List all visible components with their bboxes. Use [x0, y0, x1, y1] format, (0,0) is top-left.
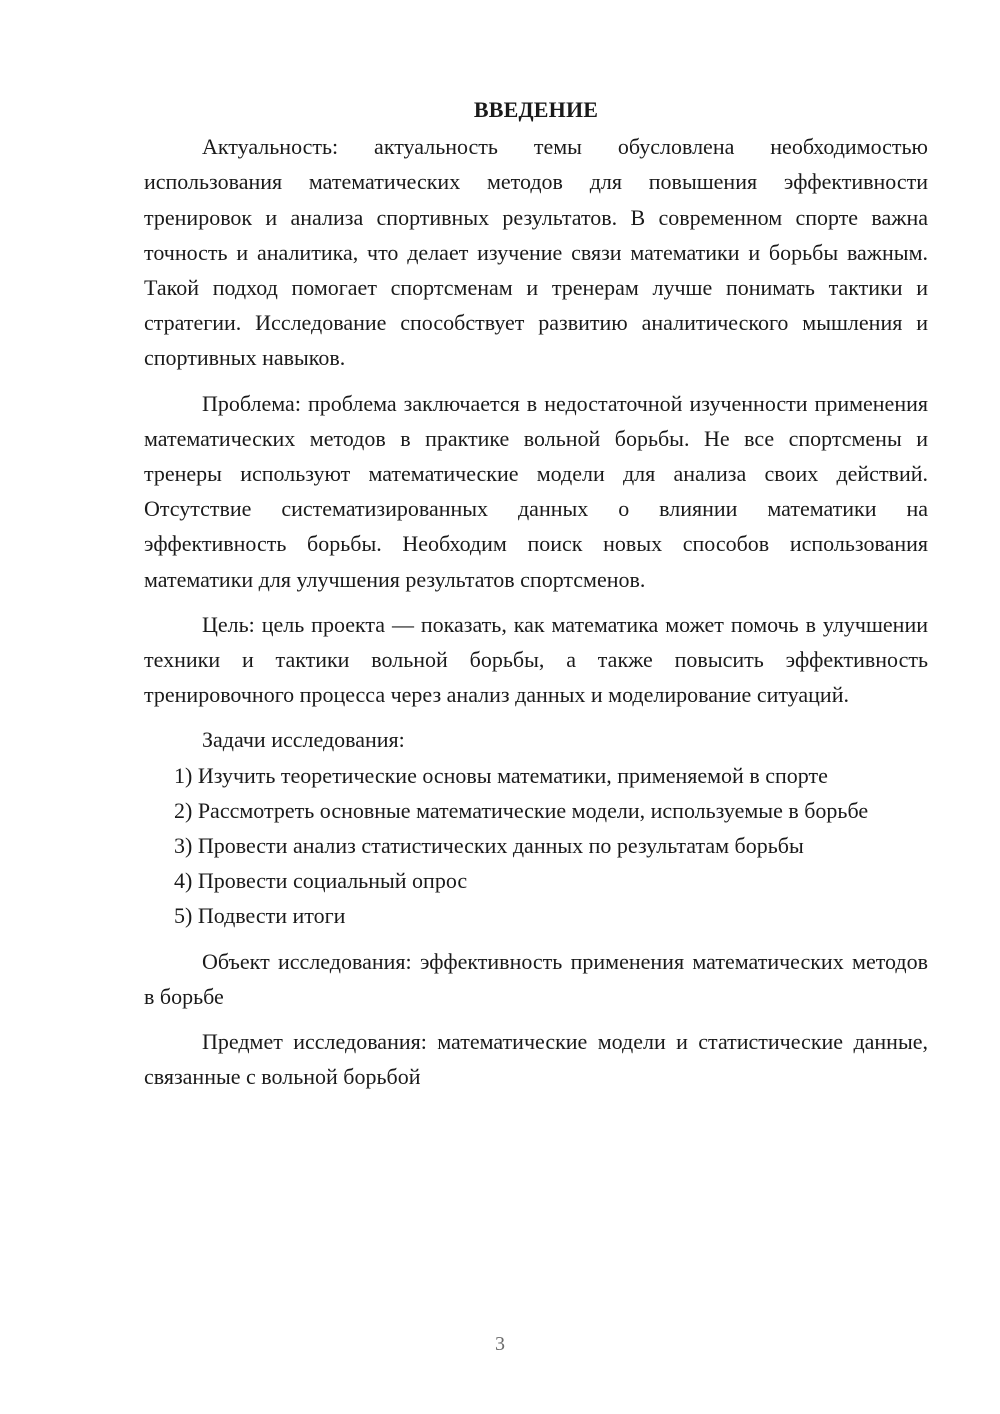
- task-item: 3) Провести анализ статистических данных по результатам борьбы: [174, 833, 804, 859]
- paragraph-goal: Цель: цель проекта — показать, как математика может помочь в улучшении техники и тактики вольной борьбы, а также повысить эффективность тренировочного процесса через анализ данных и моделирование ситуаций.: [144, 611, 928, 708]
- paragraph-problem: Проблема: проблема заключается в недостаточной изученности применения математических методов в практике вольной борьбы. Не все спортсмены и тренеры используют математические модели для анализа своих действий. Отсутствие систематизированных данных о влиянии математики на эффективность борьбы. Необходим поиск новых способов использования математики для улучшения результатов спортсменов.: [144, 390, 928, 592]
- document-page: [144, 92, 928, 1094]
- task-item: 5) Подвести итоги: [174, 903, 346, 929]
- task-item: 4) Провести социальный опрос: [174, 868, 468, 894]
- paragraph-subject: Предмет исследования: математические модели и статистические данные, связанные с вольной борьбой: [144, 1029, 928, 1090]
- tasks-heading: Задачи исследования:: [202, 727, 405, 753]
- task-item: 1) Изучить теоретические основы математики, применяемой в спорте: [174, 762, 828, 788]
- task-item: 2) Рассмотреть основные математические модели, используемые в борьбе: [174, 797, 869, 823]
- paragraph-object: Объект исследования: эффективность применения математических методов в борьбе: [144, 948, 928, 1009]
- page-title: ВВЕДЕНИЕ: [473, 97, 599, 122]
- paragraph-relevance: Актуальность: актуальность темы обусловлена необходимостью использования математических методов для повышения эффективности тренировок и анализа спортивных результатов. В современном спорте важна точность и аналитика, что делает изучение связи математики и борьбы важным. Такой подход помогает спортсменам и тренерам лучше понимать тактики и стратегии. Исследование способствует развитию аналитического мышления и спортивных навыков.: [144, 134, 928, 371]
- page-number: 3: [495, 1333, 505, 1355]
